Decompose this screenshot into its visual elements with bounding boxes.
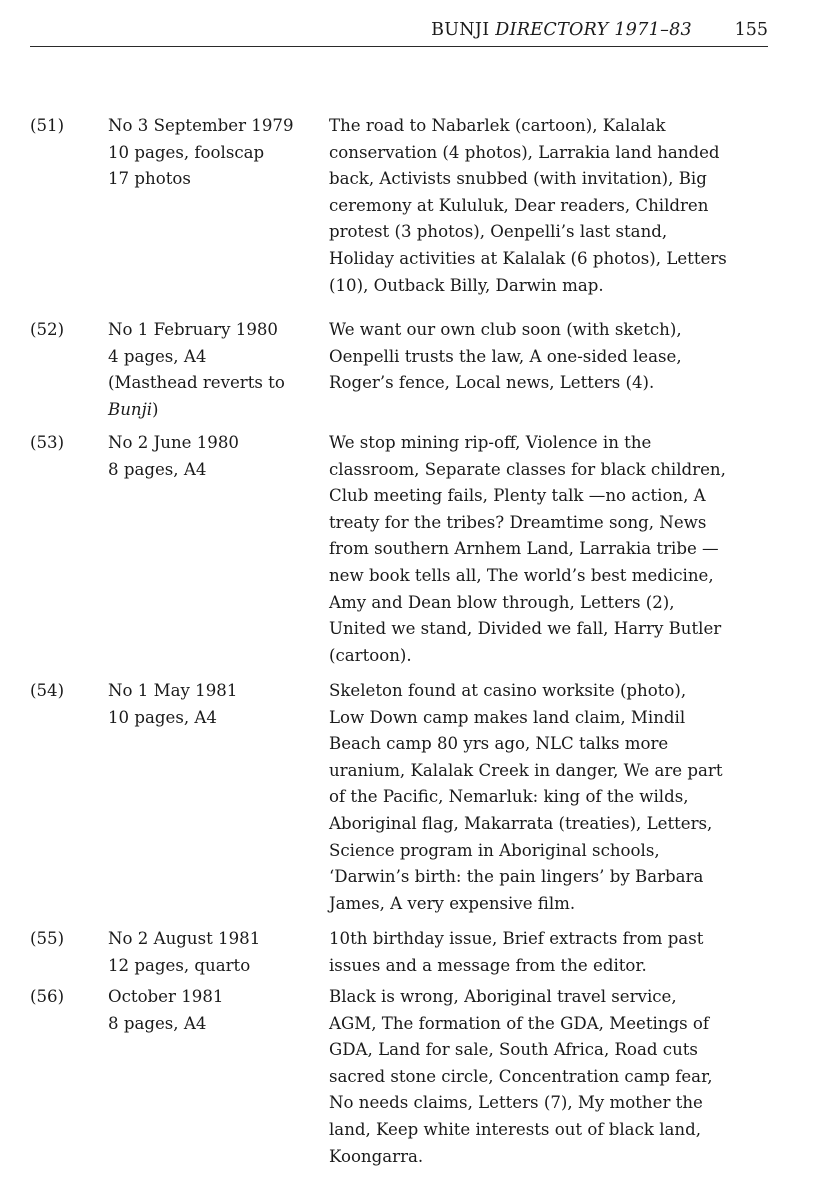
entry-contents	[329, 678, 765, 917]
issue-line: 4 pages, A4	[108, 346, 207, 366]
entry-53	[30, 430, 770, 678]
entry-54	[30, 678, 770, 926]
contents-line: (10), Outback Billy, Darwin map.	[329, 275, 604, 295]
contents-line: Amy and Dean blow through, Letters (2),	[329, 592, 675, 612]
contents-line: Roger’s fence, Local news, Letters (4).	[329, 373, 655, 393]
issue-details	[108, 113, 314, 193]
issue-details	[108, 430, 314, 483]
contents-line: Holiday activities at Kalalak (6 photos), Letters	[329, 248, 727, 268]
contents-line: conservation (4 photos), Larrakia land handed	[329, 142, 720, 162]
issue-line: 12 pages, quarto	[108, 955, 251, 975]
running-title-plain: BUNJI	[431, 20, 496, 40]
contents-line: treaty for the tribes? Dreamtime song, News	[329, 512, 707, 532]
contents-line: GDA, Land for sale, South Africa, Road cuts	[329, 1040, 698, 1060]
contents-line: protest (3 photos), Oenpelli’s last stand,	[329, 222, 668, 242]
issue-line	[108, 397, 314, 424]
contents-line: land, Keep white interests out of black land,	[329, 1119, 701, 1139]
contents-line: Science program in Aboriginal schools,	[329, 840, 660, 860]
issue-line: 10 pages, foolscap	[108, 142, 265, 162]
entry-number: (51)	[30, 116, 65, 135]
contents-line: We stop mining rip-off, Violence in the	[329, 433, 652, 452]
contents-line: from southern Arnhem Land, Larrakia tribe —	[329, 539, 719, 559]
running-title-italic: DIRECTORY 1971–83	[495, 20, 692, 40]
contents-line: Beach camp 80 yrs ago, NLC talks more	[329, 734, 669, 754]
issue-line: 8 pages, A4	[108, 459, 207, 479]
entry-contents	[329, 113, 765, 299]
issue-line: 17 photos	[108, 169, 191, 189]
entry-contents	[329, 984, 765, 1170]
contents-line: We want our own club soon (with sketch),	[329, 320, 682, 339]
contents-line: new book tells all, The world’s best medicine,	[329, 565, 714, 585]
issue-line: 10 pages, A4	[108, 707, 217, 727]
contents-line: Black is wrong, Aboriginal travel service,	[329, 987, 677, 1006]
contents-line: AGM, The formation of the GDA, Meetings of	[329, 1013, 710, 1033]
contents-line: ceremony at Kululuk, Dear readers, Children	[329, 195, 709, 215]
contents-line: 10th birthday issue, Brief extracts from past	[329, 929, 704, 948]
masthead-name: Bunji	[108, 399, 153, 419]
running-header	[30, 20, 768, 47]
contents-line: classroom, Separate classes for black children,	[329, 459, 726, 479]
contents-line: back, Activists snubbed (with invitation), Big	[329, 169, 707, 189]
entry-number: (55)	[30, 929, 65, 948]
issue-line: No 2 August 1981	[108, 929, 261, 948]
issue-line: October 1981	[108, 987, 224, 1006]
issue-details	[108, 984, 314, 1037]
issue-line: 8 pages, A4	[108, 1013, 207, 1033]
contents-line: Aboriginal flag, Makarrata (treaties), Letters,	[329, 813, 713, 833]
issue-line: No 3 September 1979	[108, 116, 294, 135]
entry-number: (56)	[30, 987, 65, 1006]
contents-line: James, A very expensive film.	[329, 893, 576, 913]
entry-contents	[329, 926, 765, 979]
entry-56	[30, 984, 770, 1174]
issue-line: No 2 June 1980	[108, 433, 239, 452]
entry-contents	[329, 430, 765, 669]
page-number: 155	[734, 20, 768, 40]
contents-line: Low Down camp makes land claim, Mindil	[329, 707, 686, 727]
contents-line: uranium, Kalalak Creek in danger, We are part	[329, 760, 723, 780]
entry-55	[30, 926, 770, 984]
entry-number: (53)	[30, 433, 65, 452]
issue-line: (Masthead reverts to	[108, 373, 285, 393]
contents-line: sacred stone circle, Concentration camp fear,	[329, 1066, 713, 1086]
issue-line: No 1 February 1980	[108, 320, 278, 339]
contents-line: Skeleton found at casino worksite (photo),	[329, 681, 687, 700]
contents-line: No needs claims, Letters (7), My mother the	[329, 1093, 703, 1113]
running-title	[431, 20, 692, 40]
contents-line: ‘Darwin’s birth: the pain lingers’ by Barbara	[329, 867, 704, 887]
issue-details	[108, 317, 314, 423]
entry-51	[30, 113, 770, 317]
contents-line: (cartoon).	[329, 645, 412, 665]
entry-number: (52)	[30, 320, 65, 339]
contents-line: The road to Nabarlek (cartoon), Kalalak	[329, 116, 666, 135]
issue-line: No 1 May 1981	[108, 681, 238, 700]
entry-number: (54)	[30, 681, 65, 700]
directory-entries	[30, 113, 770, 1174]
contents-line: issues and a message from the editor.	[329, 955, 647, 975]
issue-line-suffix: )	[152, 399, 159, 419]
contents-line: of the Pacific, Nemarluk: king of the wilds,	[329, 787, 689, 807]
contents-line: Club meeting fails, Plenty talk —no action, A	[329, 486, 706, 506]
contents-line: Koongarra.	[329, 1146, 424, 1166]
contents-line: Oenpelli trusts the law, A one-sided lease,	[329, 346, 682, 366]
entry-52	[30, 317, 770, 430]
contents-line: United we stand, Divided we fall, Harry Butler	[329, 619, 722, 639]
entry-contents	[329, 317, 765, 397]
issue-details	[108, 678, 314, 731]
issue-details	[108, 926, 314, 979]
